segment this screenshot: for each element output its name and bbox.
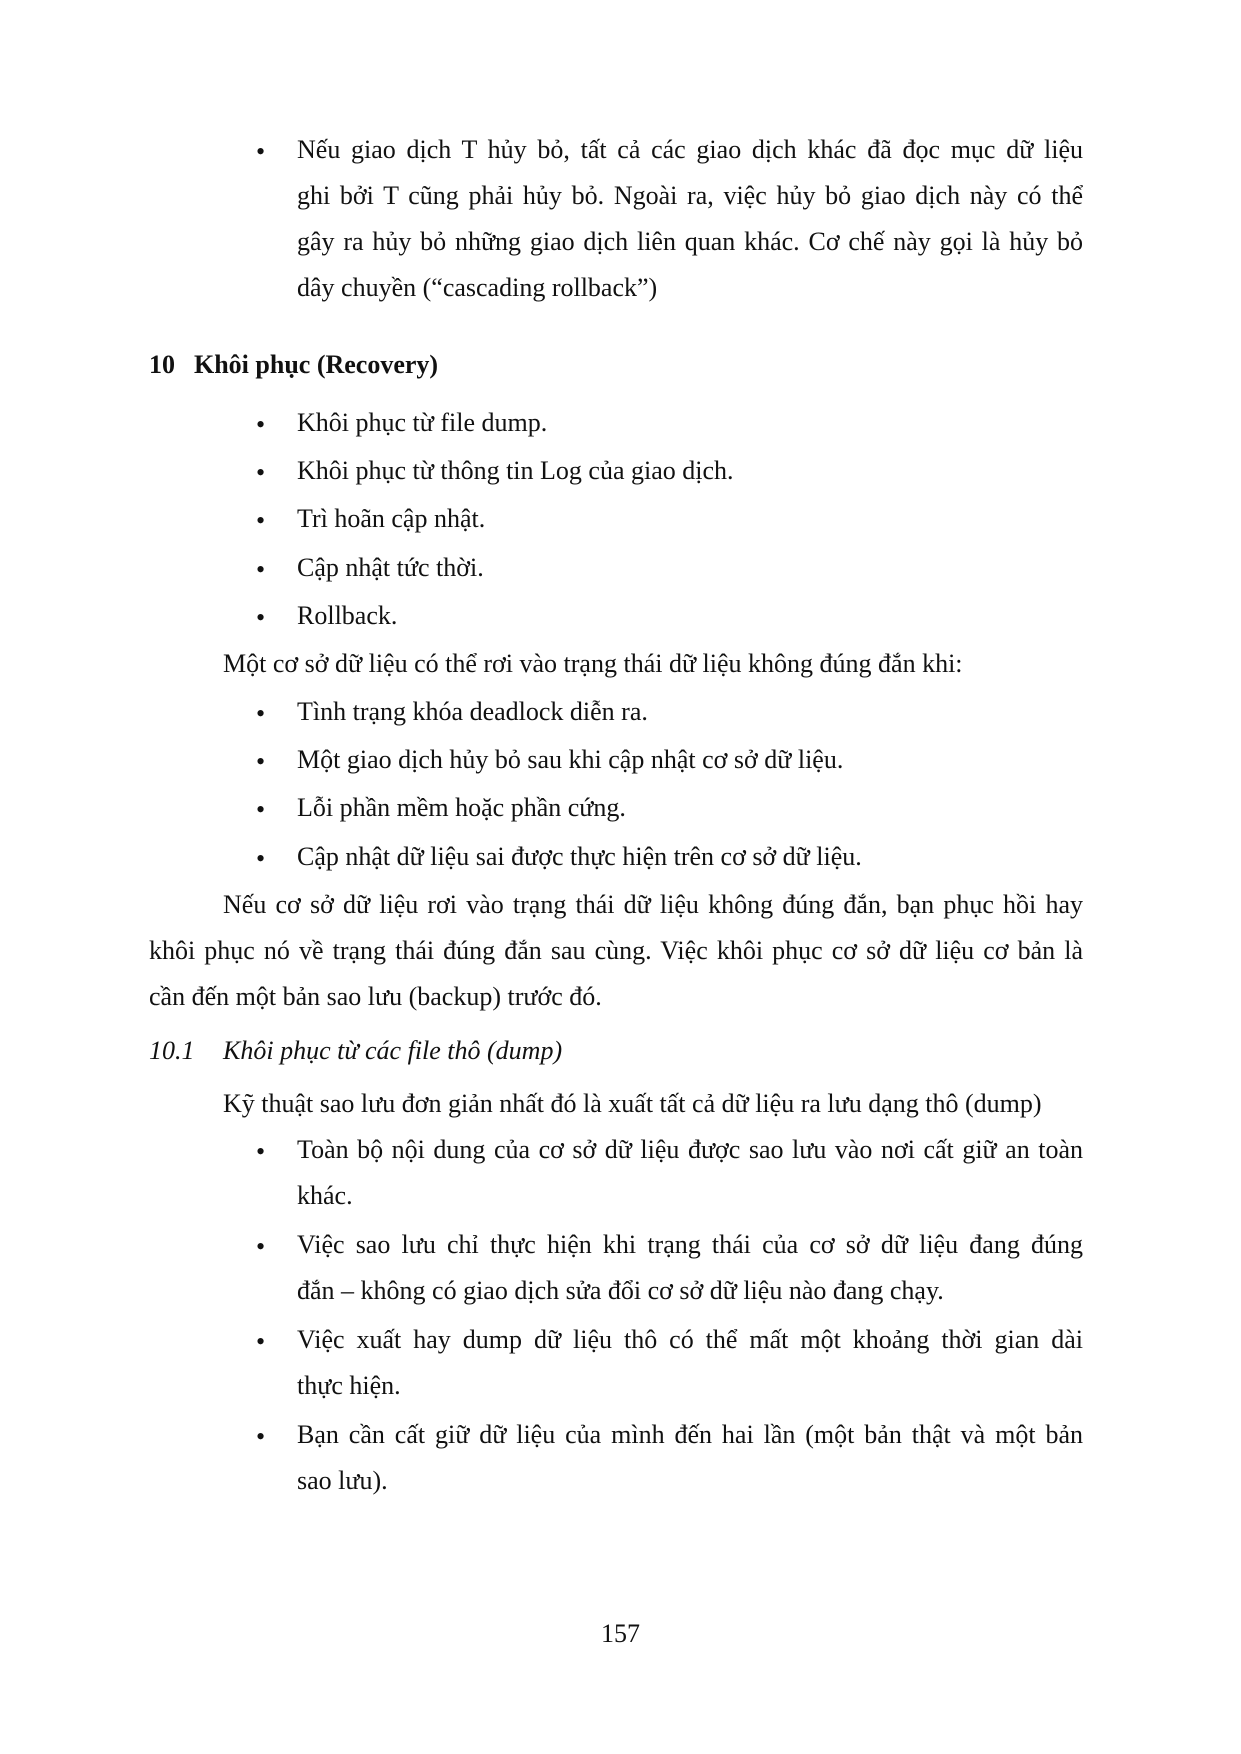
section-title: Khôi phục (Recovery) xyxy=(194,350,439,379)
paragraph-line: cần đến một bản sao lưu (backup) trước đó. xyxy=(149,982,602,1011)
list-item: Cập nhật dữ liệu sai được thực hiện trên cơ sở dữ liệu. xyxy=(297,842,862,871)
bullet-icon: • xyxy=(256,699,266,728)
intro-bullet-line: ghi bởi T cũng phải hủy bỏ. Ngoài ra, việc hủy bỏ giao dịch này có thể xyxy=(297,181,1083,210)
list-item-line: sao lưu). xyxy=(297,1466,388,1495)
list-item: Một giao dịch hủy bỏ sau khi cập nhật cơ sở dữ liệu. xyxy=(297,745,844,774)
intro-bullet-line: Nếu giao dịch T hủy bỏ, tất cả các giao dịch khác đã đọc mục dữ liệu xyxy=(297,135,1083,164)
bullet-icon: • xyxy=(256,1137,266,1166)
bullet-icon: • xyxy=(256,1422,266,1451)
subsection-number: 10.1 xyxy=(149,1036,195,1065)
bullet-icon: • xyxy=(256,844,266,873)
intro-bullet-line: gây ra hủy bỏ những giao dịch liên quan khác. Cơ chế này gọi là hủy bỏ xyxy=(297,227,1083,256)
bullet-icon: • xyxy=(256,795,266,824)
paragraph: Một cơ sở dữ liệu có thể rơi vào trạng thái dữ liệu không đúng đắn khi: xyxy=(223,649,963,678)
intro-bullet-line: dây chuyền (“cascading rollback”) xyxy=(297,273,658,302)
list-item: Khôi phục từ file dump. xyxy=(297,408,548,437)
list-item-line: khác. xyxy=(297,1181,353,1210)
list-item-line: thực hiện. xyxy=(297,1371,401,1400)
list-item-line: Bạn cần cất giữ dữ liệu của mình đến hai lần (một bản thật và một bản xyxy=(297,1420,1083,1449)
list-item: Cập nhật tức thời. xyxy=(297,553,484,582)
list-item-line: Việc xuất hay dump dữ liệu thô có thể mất một khoảng thời gian dài xyxy=(297,1325,1083,1354)
paragraph-line: Nếu cơ sở dữ liệu rơi vào trạng thái dữ liệu không đúng đắn, bạn phục hồi hay xyxy=(223,890,1083,919)
list-item-line: Việc sao lưu chỉ thực hiện khi trạng thái của cơ sở dữ liệu đang đúng xyxy=(297,1230,1083,1259)
list-item: Tình trạng khóa deadlock diễn ra. xyxy=(297,697,648,726)
paragraph-line: khôi phục nó về trạng thái đúng đắn sau cùng. Việc khôi phục cơ sở dữ liệu cơ bản là xyxy=(149,936,1083,965)
bullet-icon: • xyxy=(256,555,266,584)
list-item-line: Toàn bộ nội dung của cơ sở dữ liệu được sao lưu vào nơi cất giữ an toàn xyxy=(297,1135,1083,1164)
list-item-line: đắn – không có giao dịch sửa đổi cơ sở dữ liệu nào đang chạy. xyxy=(297,1276,944,1305)
list-item: Lỗi phần mềm hoặc phần cứng. xyxy=(297,793,626,822)
page-number: 157 xyxy=(601,1619,640,1648)
bullet-icon: • xyxy=(256,458,266,487)
bullet-icon: • xyxy=(256,603,266,632)
bullet-icon: • xyxy=(256,137,266,166)
bullet-icon: • xyxy=(256,410,266,439)
list-item: Khôi phục từ thông tin Log của giao dịch. xyxy=(297,456,734,485)
bullet-icon: • xyxy=(256,1327,266,1356)
paragraph: Kỹ thuật sao lưu đơn giản nhất đó là xuất tất cả dữ liệu ra lưu dạng thô (dump) xyxy=(223,1089,1042,1118)
bullet-icon: • xyxy=(256,506,266,535)
list-item: Rollback. xyxy=(297,601,398,630)
bullet-icon: • xyxy=(256,1232,266,1261)
bullet-icon: • xyxy=(256,747,266,776)
section-number: 10 xyxy=(149,350,175,379)
list-item: Trì hoãn cập nhật. xyxy=(297,504,486,533)
subsection-title: Khôi phục từ các file thô (dump) xyxy=(223,1036,563,1065)
